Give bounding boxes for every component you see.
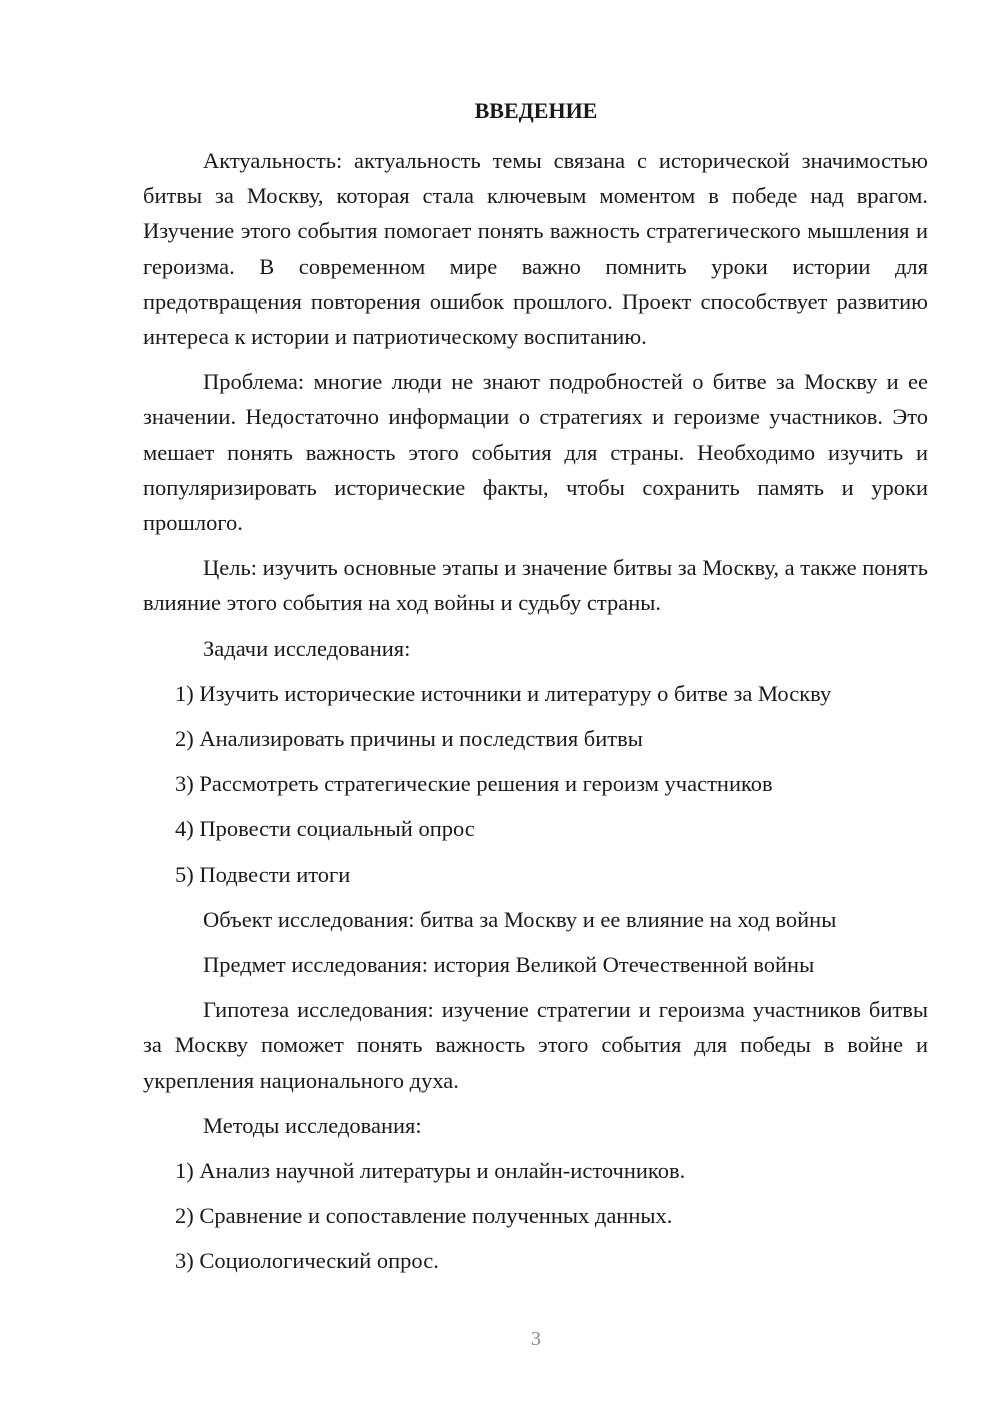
- task-item: 5) Подвести итоги: [175, 861, 351, 887]
- object-paragraph: Объект исследования: битва за Москву и ее влияние на ход войны: [203, 906, 837, 932]
- task-item: 1) Изучить исторические источники и литературу о битве за Москву: [175, 680, 832, 706]
- methods-heading: Методы исследования:: [203, 1112, 422, 1138]
- task-item: 4) Провести социальный опрос: [175, 816, 475, 842]
- method-item: 2) Сравнение и сопоставление полученных данных.: [175, 1203, 673, 1229]
- goal-paragraph: Цель: изучить основные этапы и значение битвы за Москву, а также понять влияние этого события на ход войны и судьбу страны.: [143, 555, 928, 616]
- relevance-paragraph: Актуальность: актуальность темы связана с исторической значимостью битвы за Москву, которая стала ключевым моментом в победе над врагом. Изучение этого события помогает понять важность стратегического мышления и героизма. В современном мире важно помнить уроки истории для предотвращения повторения ошибок прошлого. Проект способствует развитию интереса к истории и патриотическому воспитанию.: [143, 148, 928, 350]
- method-item: 3) Социологический опрос.: [175, 1248, 439, 1274]
- page-number: 3: [531, 1328, 541, 1350]
- tasks-heading: Задачи исследования:: [203, 635, 411, 661]
- hypothesis-paragraph: Гипотеза исследования: изучение стратегии и героизма участников битвы за Москву поможет понять важность этого события для победы в войне и укрепления национального духа.: [143, 997, 928, 1093]
- problem-paragraph: Проблема: многие люди не знают подробностей о битве за Москву и ее значении. Недостаточно информации о стратегиях и героизме участников. Это мешает понять важность этого события для страны. Необходимо изучить и популяризировать исторические факты, чтобы сохранить память и уроки прошлого.: [143, 369, 928, 536]
- task-item: 2) Анализировать причины и последствия битвы: [175, 726, 643, 752]
- document-body: [143, 143, 928, 1289]
- subject-paragraph: Предмет исследования: история Великой Отечественной войны: [203, 952, 815, 978]
- method-item: 1) Анализ научной литературы и онлайн-источников.: [175, 1158, 686, 1184]
- task-item: 3) Рассмотреть стратегические решения и героизм участников: [175, 771, 773, 797]
- page-title: ВВЕДЕНИЕ: [474, 98, 598, 123]
